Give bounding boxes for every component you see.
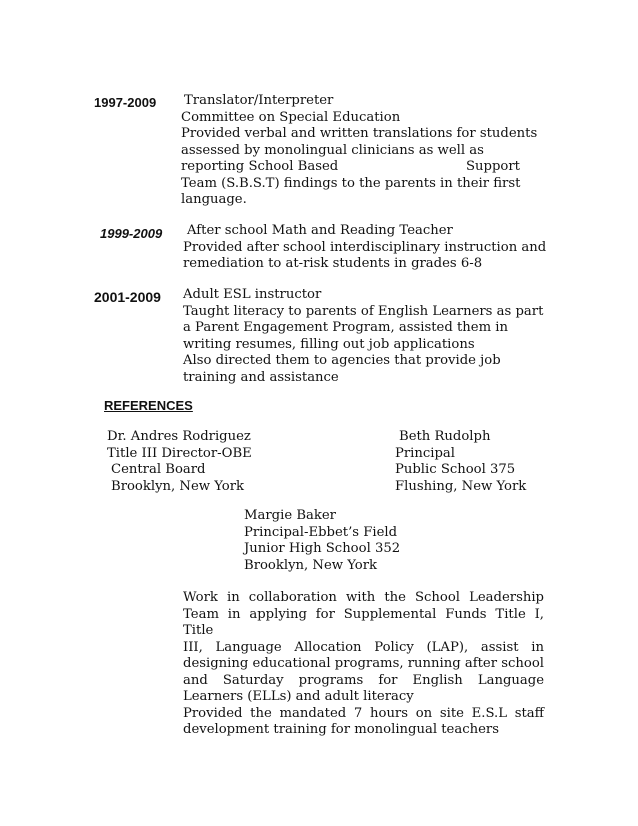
paragraph-line: Learners (ELLs) and adult literacy [183,689,414,704]
reference-title: Title III Director-OBE [107,445,252,461]
paragraph-line: and Saturday programs for English Language [183,672,544,688]
paragraph-line: development training for monolingual teachers [183,722,499,737]
reference-org: Central Board [111,462,206,477]
entry-line: Provided verbal and written translations for students [181,126,538,141]
paragraph-line: designing educational programs, running after school [183,656,544,671]
reference-location: Brooklyn, New York [244,557,378,573]
entry-line: language. [181,192,247,207]
entry-line: Also directed them to agencies that provide job [183,353,501,368]
entry-line: Taught literacy to parents of English Learners as part [183,303,544,319]
entry-years: 1999-2009 [100,226,163,241]
entry-line: Provided after school interdisciplinary instruction and [183,239,547,255]
paragraph-line: III, Language Allocation Policy (LAP), assist in [183,639,544,655]
entry-years: 2001-2009 [94,289,161,305]
entry-line: writing resumes, filling out job applications [183,336,475,352]
paragraph-line: Work in collaboration with the School Leadership [183,590,544,605]
reference-name: Margie Baker [244,508,336,523]
entry-line: assessed by monolingual clinicians as well as [181,142,484,158]
entry-line: reporting School Based Support [181,159,520,174]
entry-years: 1997-2009 [94,95,157,110]
reference-location: Flushing, New York [395,478,527,494]
entry-line: a Parent Engagement Program, assisted them in [183,320,508,335]
entry-line: Translator/Interpreter [184,93,334,108]
entry-description [183,223,546,273]
reference-location: Brooklyn, New York [111,478,245,494]
entry-line: training and assistance [183,369,339,385]
entry-description [183,287,543,386]
entry-line: After school Math and Reading Teacher [187,223,453,238]
entry-line: Committee on Special Education [181,109,401,125]
entry-line: Team (S.B.S.T) findings to the parents in their first [181,175,521,191]
paragraph-line: Provided the mandated 7 hours on site E.S.L staff [183,705,544,721]
entry-description [181,93,537,209]
reference-entry [395,429,526,495]
reference-title: Principal-Ebbet’s Field [244,524,398,540]
entry-line: Adult ESL instructor [183,287,322,302]
reference-entry [107,429,252,495]
reference-name: Dr. Andres Rodriguez [107,429,251,444]
reference-org: Junior High School 352 [244,541,401,556]
closing-paragraph [183,590,544,739]
references-heading: REFERENCES [104,398,193,413]
reference-name: Beth Rudolph [399,429,491,444]
reference-title: Principal [395,445,456,461]
entry-line: remediation to at-risk students in grades 6-8 [183,256,483,271]
reference-entry [244,508,400,574]
reference-org: Public School 375 [395,462,516,477]
paragraph-line: Team in applying for Supplemental Funds Title I, Title [183,606,544,638]
